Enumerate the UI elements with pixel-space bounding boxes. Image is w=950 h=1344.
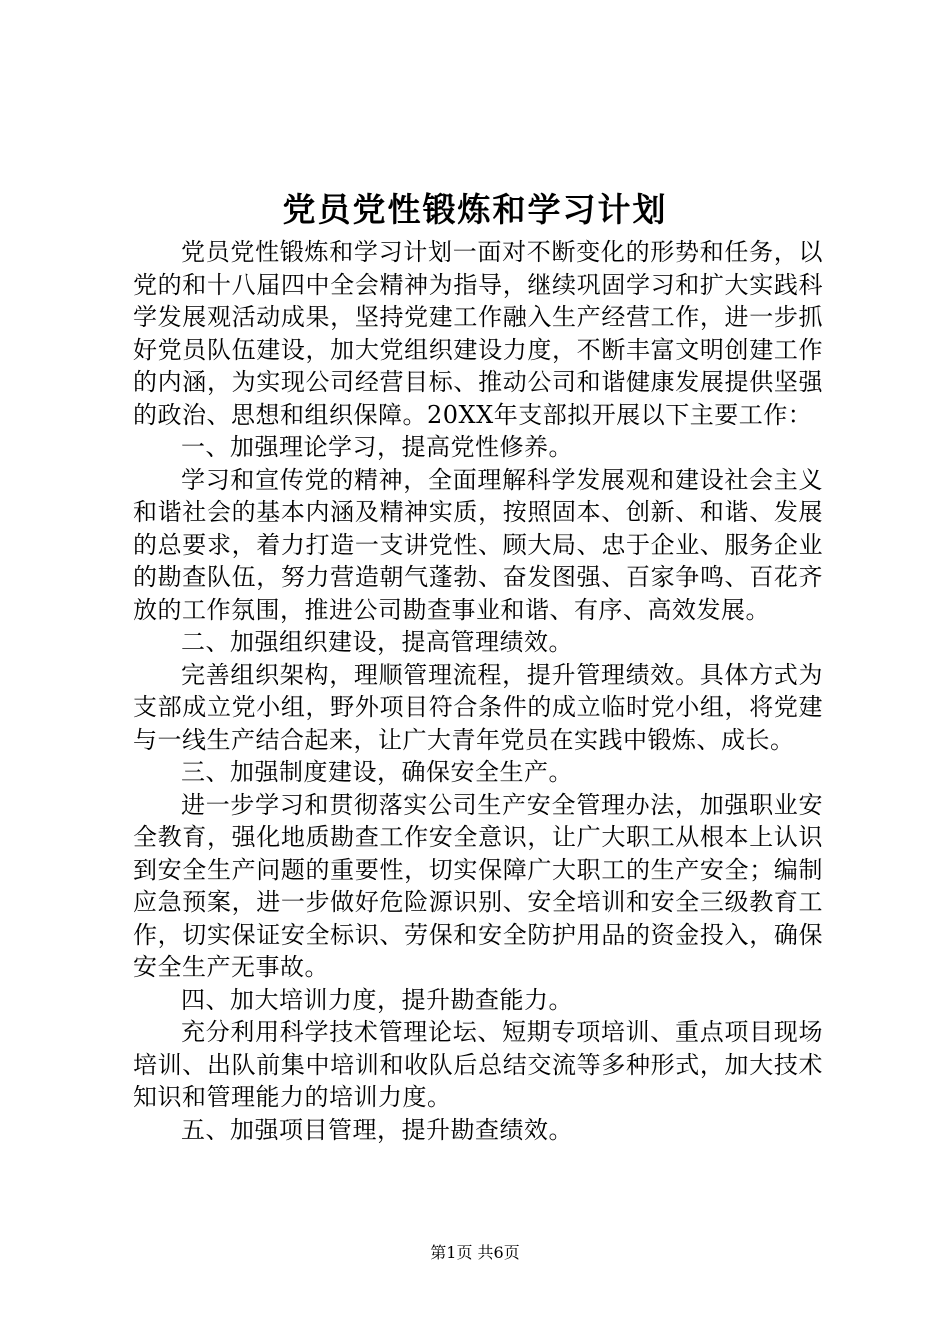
section-heading-3: 三、加强制度建设，确保安全生产。 (181, 758, 573, 786)
document-body (133, 236, 823, 1146)
section-paragraph-2: 完善组织架构，理顺管理流程，提升管理绩效。具体方式为支部成立党小组，野外项目符合条件的成立临时党小组，将党建与一线生产结合起来，让广大青年党员在实践中锻炼、成长。 (133, 660, 823, 754)
section-heading-1: 一、加强理论学习，提高党性修养。 (181, 433, 573, 461)
section-paragraph-4: 充分利用科学技术管理论坛、短期专项培训、重点项目现场培训、出队前集中培训和收队后总结交流等多种形式，加大技术知识和管理能力的培训力度。 (133, 1018, 823, 1111)
section-heading-4: 四、加大培训力度，提升勘查能力。 (181, 985, 573, 1014)
section-heading-5: 五、加强项目管理，提升勘查绩效。 (181, 1115, 573, 1144)
section-paragraph-1: 学习和宣传党的精神，全面理解科学发展观和建设社会主义和谐社会的基本内涵及精神实质，按照固本、创新、和谐、发展的总要求，着力打造一支讲党性、顾大局、忠于企业、服务企业的勘查队伍，努力营造朝气蓬勃、奋发图强、百家争鸣、百花齐放的工作氛围，推进公司勘查事业和谐、有序、高效发展。 (133, 465, 823, 624)
section-paragraph-3: 进一步学习和贯彻落实公司生产安全管理办法，加强职业安全教育，强化地质勘查工作安全意识，让广大职工从根本上认识到安全生产问题的重要性，切实保障广大职工的生产安全；编制应急预案，进一步做好危险源识别、安全培训和安全三级教育工作，切实保证安全标识、劳保和安全防护用品的资金投入，确保安全生产无事故。 (133, 790, 823, 981)
section-heading-2: 二、加强组织建设，提高管理绩效。 (181, 628, 573, 656)
page-number-footer: 第1页 共6页 (430, 1243, 520, 1262)
intro-paragraph: 党员党性锻炼和学习计划一面对不断变化的形势和任务，以党的和十八届四中全会精神为指导，继续巩固学习和扩大实践科学发展观活动成果，坚持党建工作融入生产经营工作，进一步抓好党员队伍建设，加大党组织建设力度，不断丰富文明创建工作的内涵，为实现公司经营目标、推动公司和谐健康发展提供坚强的政治、思想和组织保障。20XX年支部拟开展以下主要工作： (133, 238, 823, 429)
document-title: 党员党性锻炼和学习计划 (282, 190, 668, 229)
